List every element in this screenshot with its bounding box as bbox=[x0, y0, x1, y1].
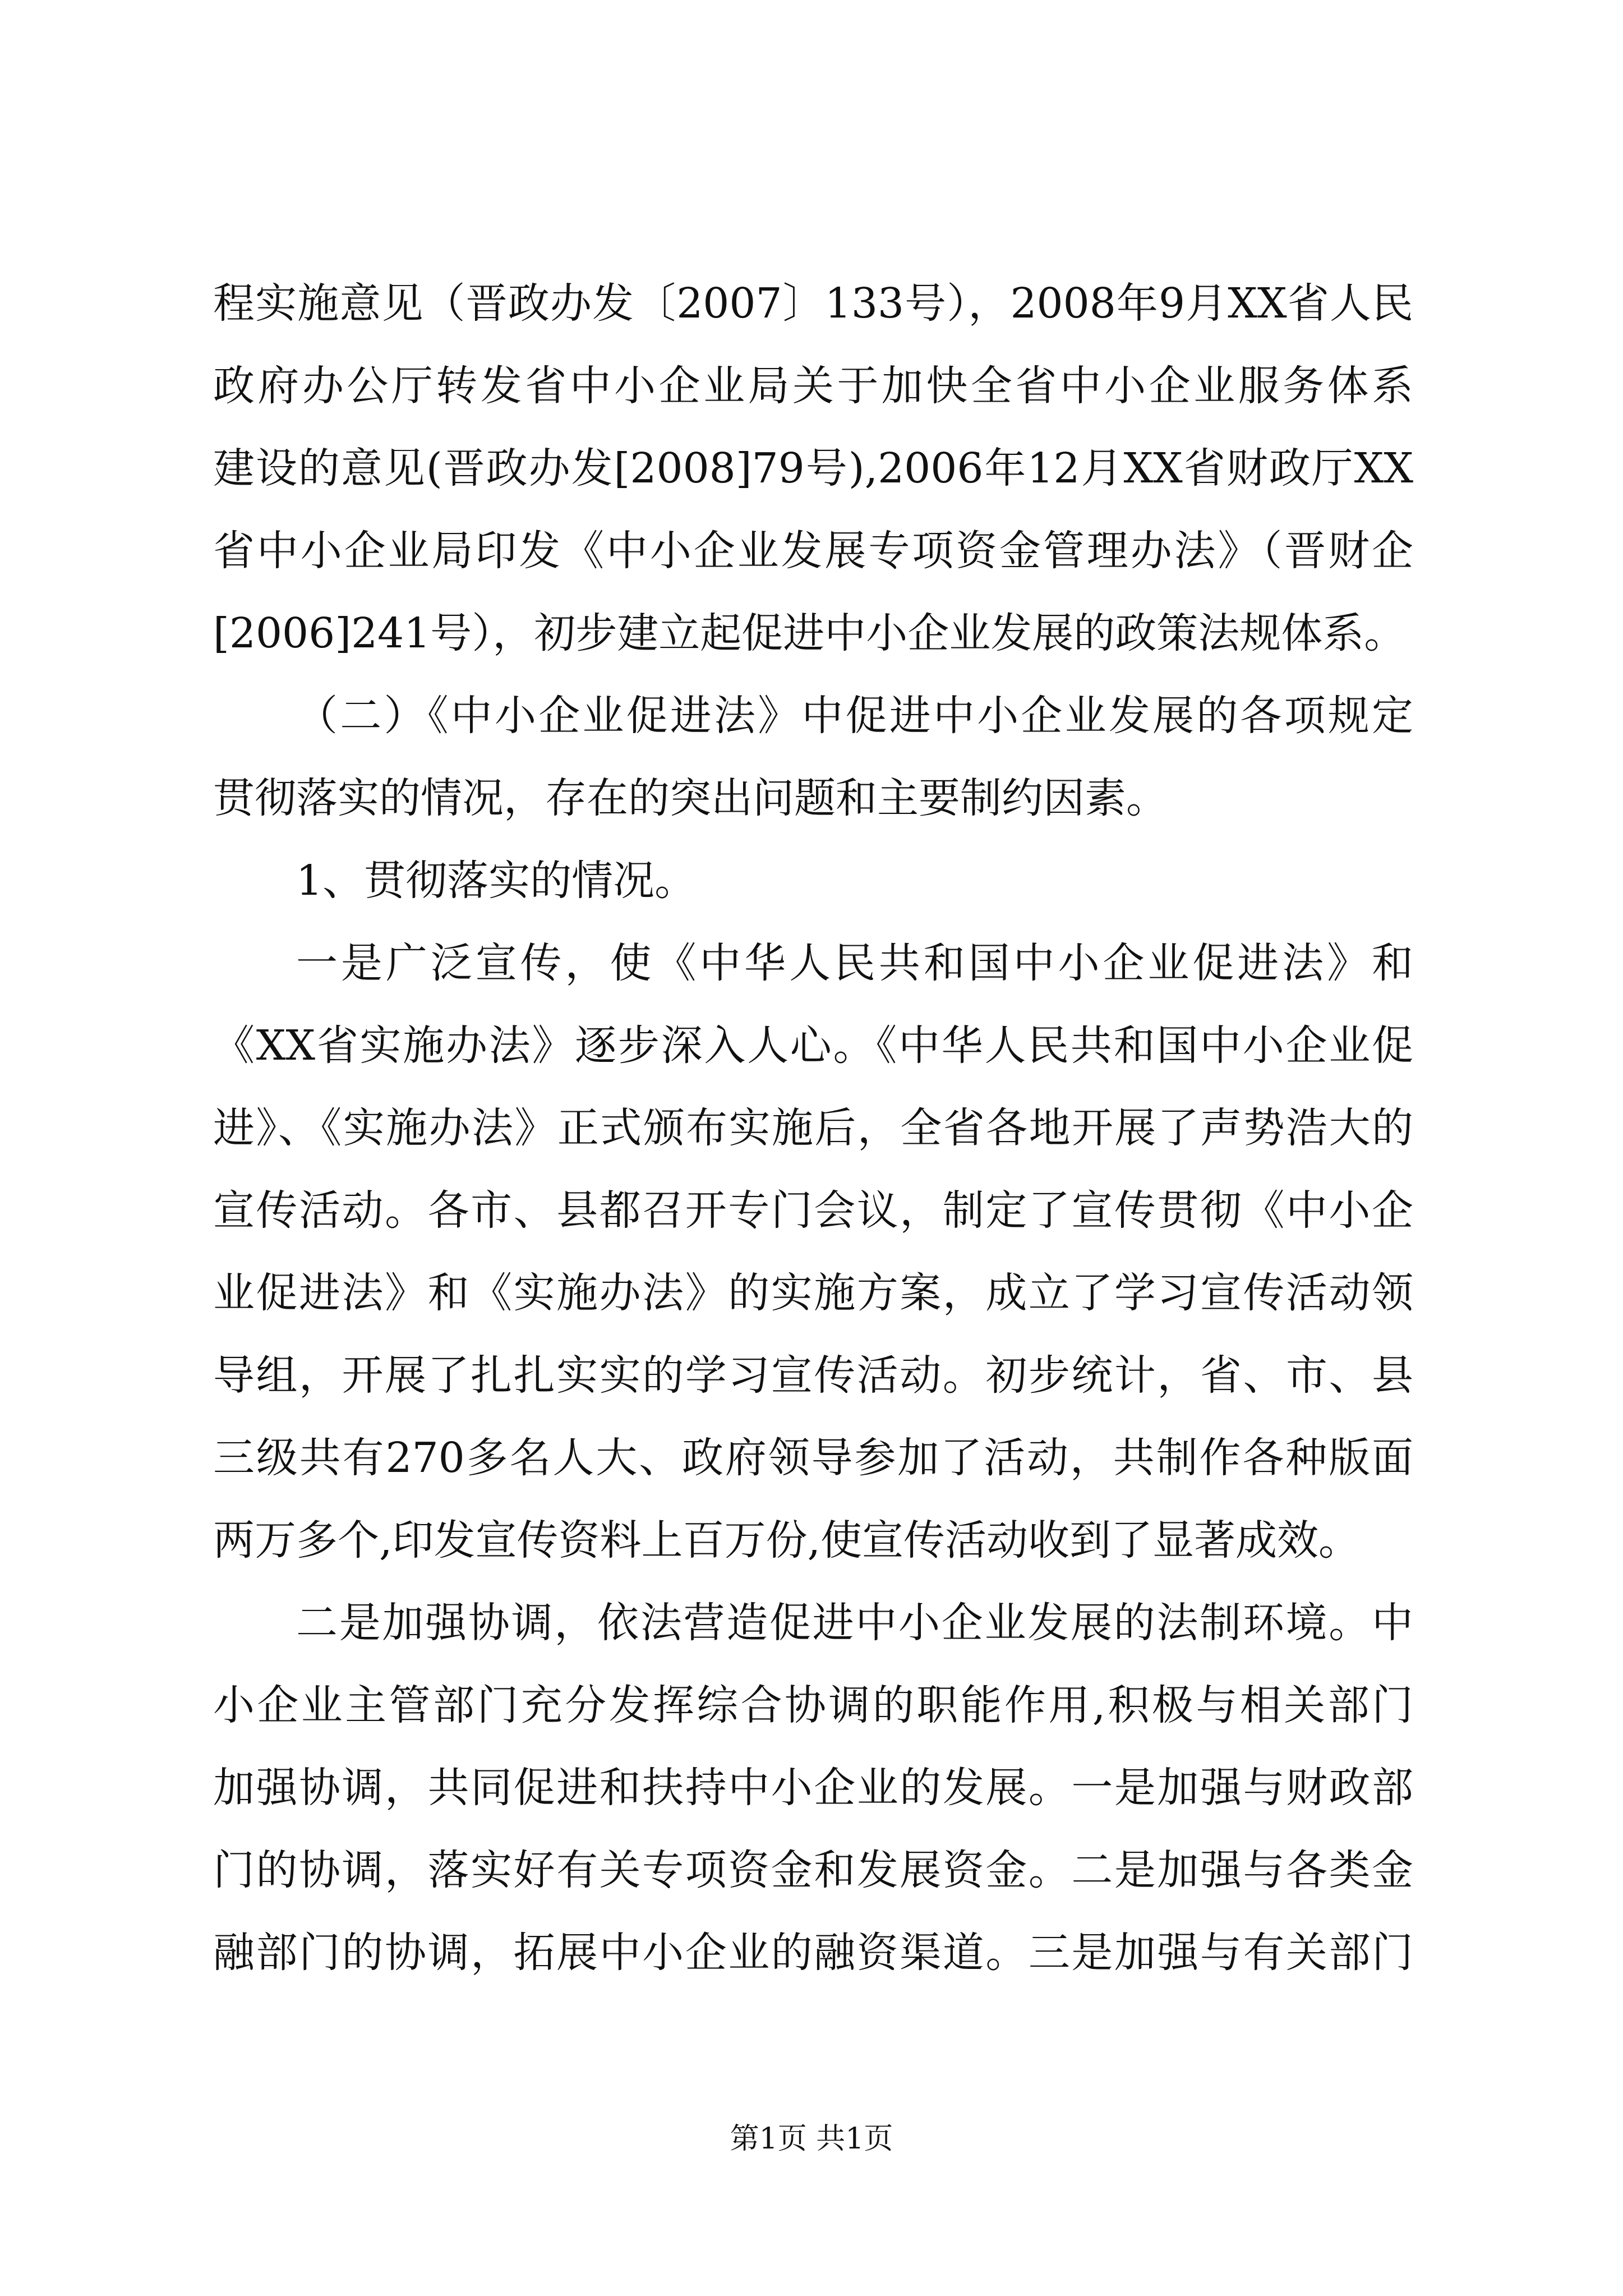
text-line: 导组，开展了扎扎实实的学习宣传活动。初步统计，省、市、县 bbox=[213, 1351, 1413, 1400]
text-line: 加强协调，共同促进和扶持中小企业的发展。一是加强与财政部 bbox=[213, 1764, 1413, 1812]
text-line: （二）《中小企业促进法》中促进中小企业发展的各项规定 bbox=[296, 692, 1413, 740]
text-line: [2006]241号），初步建立起促进中小企业发展的政策法规体系。 bbox=[213, 609, 1406, 657]
text-line: 进》、《实施办法》正式颁布实施后，全省各地开展了声势浩大的 bbox=[213, 1104, 1413, 1152]
text-line: 《XX省实施办法》逐步深入人心。《中华人民共和国中小企业促 bbox=[213, 1022, 1413, 1070]
text-line: 门的协调，落实好有关专项资金和发展资金。二是加强与各类金 bbox=[213, 1846, 1413, 1894]
text-line: 1、贯彻落实的情况。 bbox=[296, 857, 697, 905]
text-line: 宣传活动。各市、县都召开专门会议，制定了宣传贯彻《中小企 bbox=[213, 1186, 1413, 1235]
text-line: 融部门的协调，拓展中小企业的融资渠道。三是加强与有关部门 bbox=[213, 1929, 1413, 1977]
text-line: 业促进法》和《实施办法》的实施方案，成立了学习宣传活动领 bbox=[213, 1269, 1413, 1317]
text-line: 二是加强协调，依法营造促进中小企业发展的法制环境。中 bbox=[296, 1599, 1413, 1647]
text-line: 省中小企业局印发《中小企业发展专项资金管理办法》（晋财企 bbox=[213, 527, 1413, 575]
text-line: 贯彻落实的情况，存在的突出问题和主要制约因素。 bbox=[213, 774, 1168, 822]
text-line: 两万多个,印发宣传资料上百万份,使宣传活动收到了显著成效。 bbox=[213, 1516, 1361, 1565]
text-line: 政府办公厅转发省中小企业局关于加快全省中小企业服务体系 bbox=[213, 362, 1413, 410]
text-line: 小企业主管部门充分发挥综合协调的职能作用,积极与相关部门 bbox=[213, 1681, 1413, 1729]
page-footer: 第1页 共1页 bbox=[730, 2122, 893, 2156]
text-line: 一是广泛宣传，使《中华人民共和国中小企业促进法》和 bbox=[296, 939, 1413, 987]
text-line: 建设的意见(晋政办发[2008]79号),2006年12月XX省财政厅XX bbox=[213, 444, 1413, 493]
document-body bbox=[213, 263, 1413, 1994]
text-line: 三级共有270多名人大、政府领导参加了活动，共制作各种版面 bbox=[213, 1434, 1413, 1482]
text-line: 程实施意见（晋政办发〔2007〕133号），2008年9月XX省人民 bbox=[213, 279, 1413, 328]
